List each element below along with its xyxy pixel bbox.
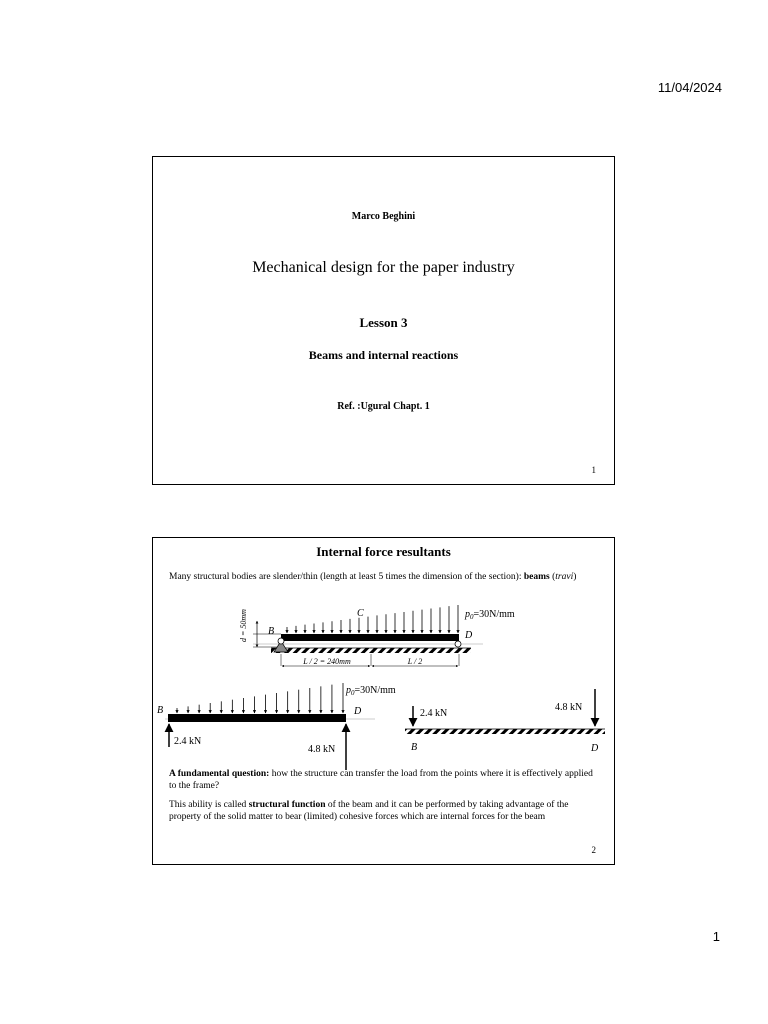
- slide-number: 2: [591, 845, 596, 855]
- intro-italic: travi: [555, 572, 574, 582]
- frame-hatch: [405, 729, 605, 734]
- top-beam: [281, 634, 459, 641]
- intro-bold: beams: [523, 572, 550, 582]
- pin-joint-b: [278, 638, 284, 644]
- fbd-label-b: B: [157, 705, 164, 716]
- top-load-value: =30N/mm: [473, 609, 515, 620]
- slide-1: [152, 156, 615, 485]
- page-number: 1: [712, 929, 720, 944]
- dim-label-right: L / 2: [407, 657, 423, 666]
- fbd-distributed-load: [177, 683, 343, 713]
- dim-label-left: L / 2 = 240mm: [303, 657, 351, 666]
- function-bold: structural function: [248, 800, 326, 810]
- intro-paren-close: ): [573, 572, 577, 582]
- intro-paren-open: (: [552, 572, 556, 582]
- slide-title: Internal force resultants: [316, 544, 451, 559]
- frame-force-label-d: 4.8 kN: [555, 702, 583, 713]
- top-load-prefix: p: [465, 609, 470, 620]
- intro-text: Many structural bodies are slender/thin (length at least 5 times the dimension of the section):: [169, 572, 522, 582]
- top-label-c: C: [357, 608, 364, 619]
- frame-force-label-b: 2.4 kN: [420, 708, 448, 719]
- top-load-label: [464, 609, 515, 621]
- free-body-beam-diagram: [157, 683, 396, 770]
- header-date: 11/04/2024: [657, 80, 722, 95]
- lesson-number: Lesson 3: [359, 315, 408, 330]
- author-name: Marco Beghini: [351, 211, 416, 222]
- top-label-d: D: [465, 630, 473, 641]
- frame-load-diagram: [405, 689, 605, 754]
- fbd-load-sub: 0: [351, 689, 355, 697]
- lesson-subtitle: Beams and internal reactions: [308, 348, 459, 362]
- reaction-label-d: 4.8 kN: [308, 744, 336, 755]
- top-label-b: B: [268, 626, 275, 637]
- question-paragraph: [169, 769, 599, 792]
- section-height-label: d = 50mm: [239, 609, 248, 642]
- top-load-sub: 0: [470, 613, 474, 621]
- reaction-label-b: 2.4 kN: [174, 736, 202, 747]
- top-beam-diagram: [239, 605, 515, 666]
- question-bold: A fundamental question:: [169, 769, 270, 779]
- frame-label-d: D: [591, 743, 599, 754]
- frame-label-b: B: [411, 742, 418, 753]
- top-distributed-load: [287, 605, 458, 633]
- course-title: Mechanical design for the paper industry: [252, 259, 515, 276]
- function-text-2: of the beam and it can be performed by taking advantage of the property of the solid matter to bear (limited) cohesive forces which are internal forces for the beam: [169, 800, 569, 822]
- fbd-load-label: [345, 685, 396, 697]
- roller-support-d: [455, 641, 461, 647]
- fbd-load-prefix: p: [346, 685, 351, 696]
- reference-note: Ref. :Ugural Chapt. 1: [337, 401, 430, 412]
- question-text: how the structure can transfer the load from the points where it is effectively applied to the frame?: [169, 769, 593, 791]
- slide-number: 1: [591, 465, 596, 475]
- fbd-beam: [168, 714, 346, 722]
- fbd-load-value: =30N/mm: [354, 685, 396, 696]
- top-ground-hatch: [271, 648, 471, 653]
- function-paragraph: [169, 800, 599, 823]
- function-text-1: This ability is called: [169, 800, 247, 810]
- fbd-label-d: D: [354, 706, 362, 717]
- slide-2: [152, 537, 615, 865]
